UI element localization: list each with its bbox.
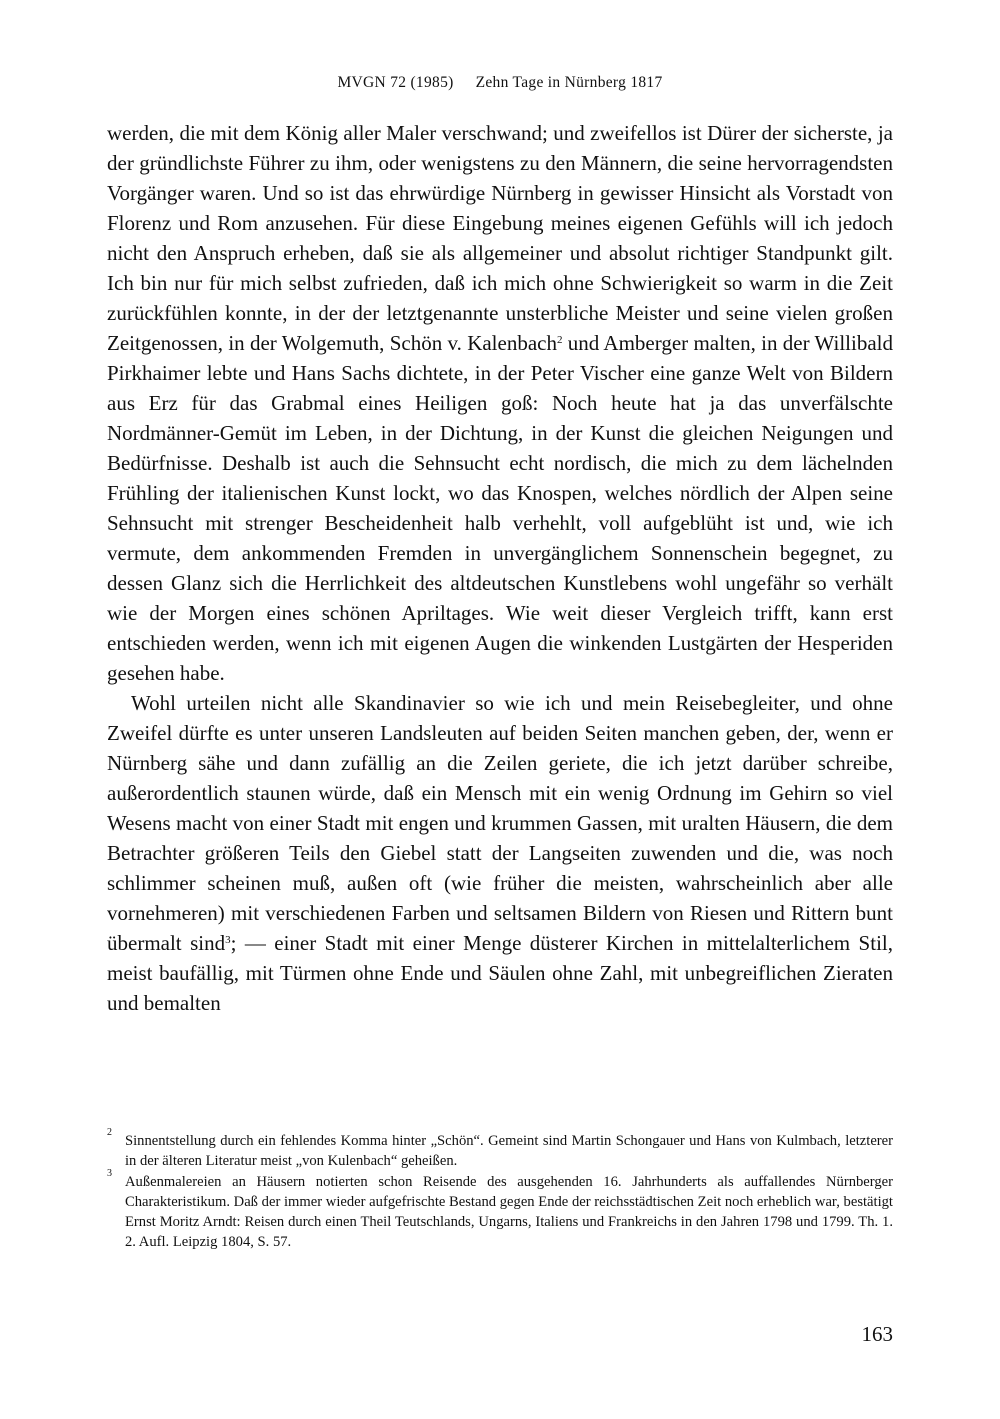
footnote-3-number: 3 (107, 1168, 112, 1179)
footnote-2-number: 2 (107, 1127, 112, 1138)
main-text (107, 118, 893, 1018)
footnote-2 (107, 1127, 893, 1171)
paragraph-1-text-a: werden, die mit dem König aller Maler verschwand; und zweifellos ist Dürer der sicherste, ja der gründlichste Führer zu ihm, oder wenigstens zu den Männern, die seine hervorragendsten Vorgänger waren. Und so ist das ehrwürdige Nürnberg in gewisser Hinsicht als Vorstadt von Florenz und Rom anzusehen. Für diese Eingebung meines eigenen Gefühls will ich jedoch nicht den Anspruch erheben, daß sie als allgemeiner und absolut richtiger Standpunkt gilt. Ich bin nur für mich selbst zufrieden, daß ich mich ohne Schwierigkeit so warm in die Zeit zurückfühlen konnte, in der der letztgenannte unsterbliche Meister und seine vielen großen Zeitgenossen, in der Wolgemuth, Schön v. Kalenbach (107, 121, 893, 355)
footnote-3 (107, 1168, 893, 1252)
footnote-3-text: Außenmalereien an Häusern notierten schon Reisende des ausgehenden 16. Jahrhunderts als auffallendes Nürnberger Charakteristikum. Daß der immer wieder aufgefrischte Bestand gegen Ende der reichsstädtischen Zeit noch erheblich war, bestätigt Ernst Moritz Arndt: Reisen durch einen Theil Teutschlands, Ungarns, Italiens und Frankreichs in den Jahren 1798 und 1799. Th. 1. 2. Aufl. Leipzig 1804, S. 57. (125, 1174, 893, 1250)
running-header (0, 74, 1000, 92)
article-title: Zehn Tage in Nürnberg 1817 (475, 74, 663, 91)
journal-reference: MVGN 72 (1985) (337, 74, 454, 91)
paragraph-2 (107, 688, 893, 1018)
paragraph-1-text-b: und Amberger malten, in der Willibald Pirkhaimer lebte und Hans Sachs dichtete, in der Peter Vischer eine ganze Welt von Bildern aus Erz für das Grabmal eines Heiligen goß: Noch heute hat ja das unverfälschte Nordmänner-Gemüt im Leben, in der Dichtung, in der Kunst die gleichen Neigungen und Bedürfnisse. Deshalb ist auch die Sehnsucht echt nordisch, die mich zu dem lächelnden Frühling der italienischen Kunst lockt, wo das Knospen, welches nördlich der Alpen seine Sehnsucht mit strenger Bescheidenheit halb verhehlt, voll aufgeblüht ist und, wie ich vermute, dem ankommenden Fremden in unvergänglichem Sonnenschein begegnet, zu dessen Glanz sich die Herrlichkeit des altdeutschen Kunstlebens wohl ungefähr so verhält wie der Morgen eines schönen Apriltages. Wie weit dieser Vergleich trifft, kann erst entschieden werden, wenn ich mit eigenen Augen die winkenden Lustgärten der Hesperiden gesehen habe. (107, 331, 893, 685)
footnote-ref-2[interactable]: 2 (556, 334, 563, 346)
page-number: 163 (861, 1322, 893, 1346)
paragraph-1 (107, 118, 893, 688)
paragraph-2-text-a: Wohl urteilen nicht alle Skandinavier so wie ich und mein Reisebegleiter, und ohne Zweifel dürfte es unter unseren Landsleuten auf beiden Seiten manchen geben, der, wenn er Nürnberg sähe und dann zufällig an die Zeilen geriete, die ich jetzt darüber schreibe, außerordentlich staunen würde, daß ein Mensch mit ein wenig Ordnung im Gehirn so viel Wesens macht von einer Stadt mit engen und krummen Gassen, mit uralten Häusern, die dem Betrachter größeren Teils den Giebel statt der Langseiten zuwenden und die, was noch schlimmer scheinen muß, außen oft (wie früher die meisten, wahrscheinlich aber alle vornehmeren) mit verschiedenen Farben und seltsamen Bildern von Riesen und Rittern bunt übermalt sind (107, 691, 893, 955)
footnote-2-text: Sinnentstellung durch ein fehlendes Komma hinter „Schön“. Gemeint sind Martin Schongauer und Hans von Kulmbach, letzterer in der älteren Literatur meist „von Kulenbach“ geheißen. (125, 1133, 893, 1169)
footnotes (107, 1127, 893, 1253)
footnote-ref-3[interactable]: 3 (225, 934, 231, 946)
paragraph-2-text-b: ; — einer Stadt mit einer Menge düsterer Kirchen in mittelalterlichem Stil, meist baufällig, mit Türmen ohne Ende und Säulen ohne Zahl, mit unbegreiflichen Zieraten und bemalten (107, 931, 893, 1015)
